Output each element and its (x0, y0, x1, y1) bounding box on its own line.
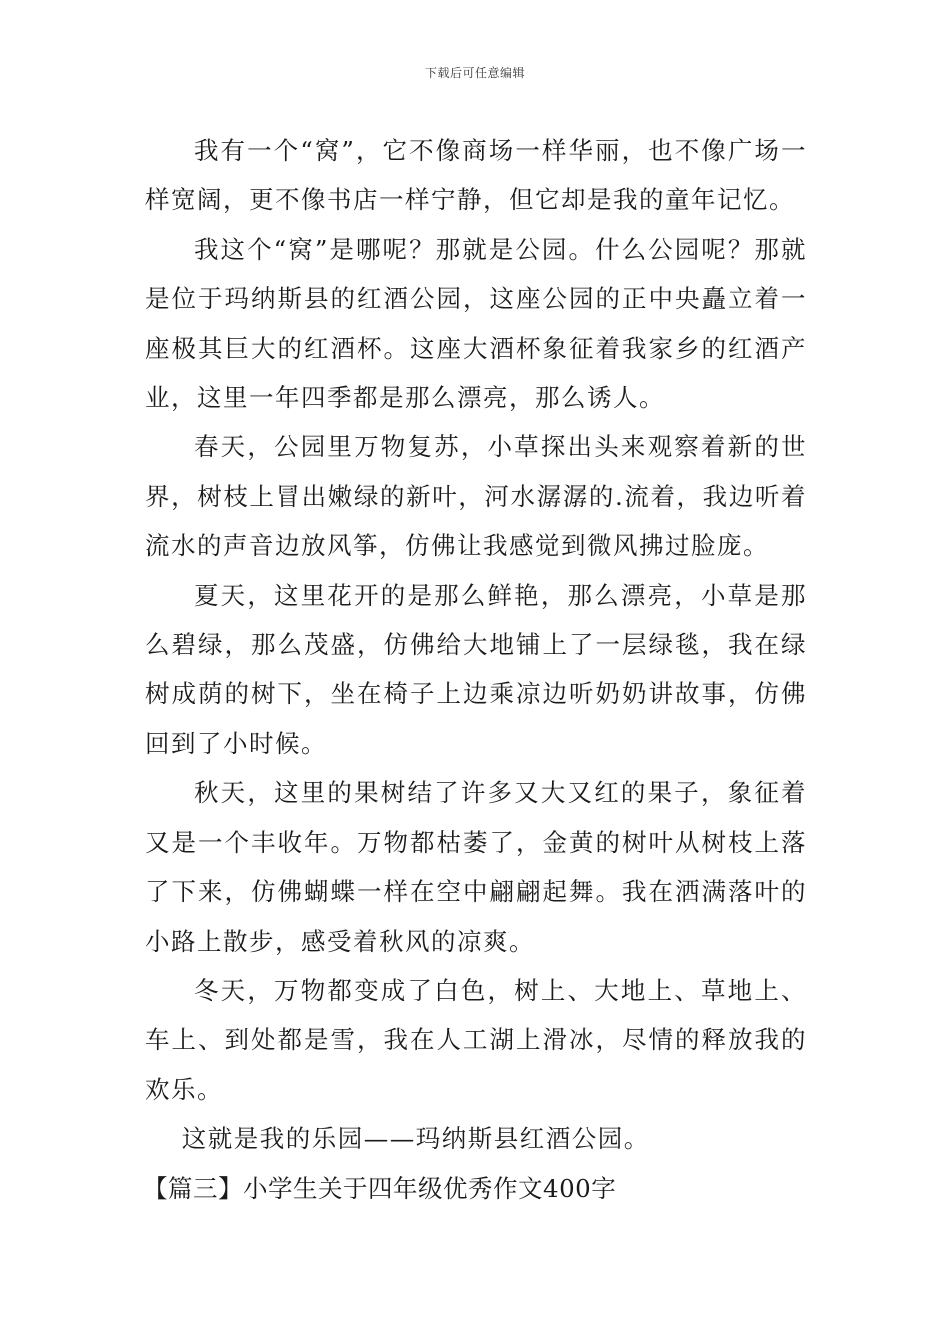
paragraph-winter: 冬天，万物都变成了白色，树上、大地上、草地上、车上、到处都是雪，我在人工湖上滑冰，尽情的释放我的欢乐。 (145, 975, 807, 1104)
paragraph-closing: 这就是我的乐园——玛纳斯县红酒公园。 (181, 1124, 650, 1154)
paragraph-intro: 我有一个“窝”，它不像商场一样华丽，也不像广场一样宽阔，更不像书店一样宁静，但它却是我的童年记忆。 (145, 136, 807, 215)
page-header-note: 下载后可任意编辑 (424, 66, 525, 80)
article-body (145, 126, 807, 1213)
paragraph-park-description: 我这个“窝”是哪呢？那就是公园。什么公园呢？那就是位于玛纳斯县的红酒公园，这座公园的正中央矗立着一座极其巨大的红酒杯。这座大酒杯象征着我家乡的红酒产业，这里一年四季都是那么漂亮，那么诱人。 (145, 234, 807, 413)
paragraph-summer: 夏天，这里花开的是那么鲜艳，那么漂亮，小草是那么碧绿，那么茂盛，仿佛给大地铺上了一层绿毯，我在绿树成荫的树下，坐在椅子上边乘凉边听奶奶讲故事，仿佛回到了小时候。 (145, 580, 807, 758)
paragraph-autumn: 秋天，这里的果树结了许多又大又红的果子，象征着又是一个丰收年。万物都枯萎了，金黄的树叶从树枝上落了下来，仿佛蝴蝶一样在空中翩翩起舞。我在洒满落叶的小路上散步，感受着秋风的凉爽。 (145, 778, 807, 956)
section-heading: 【篇三】小学生关于四年级优秀作文400字 (143, 1173, 617, 1203)
paragraph-spring: 春天，公园里万物复苏，小草探出头来观察着新的世界，树枝上冒出嫩绿的新叶，河水潺潺的.流着，我边听着流水的声音边放风筝，仿佛让我感觉到微风拂过脸庞。 (145, 432, 807, 561)
